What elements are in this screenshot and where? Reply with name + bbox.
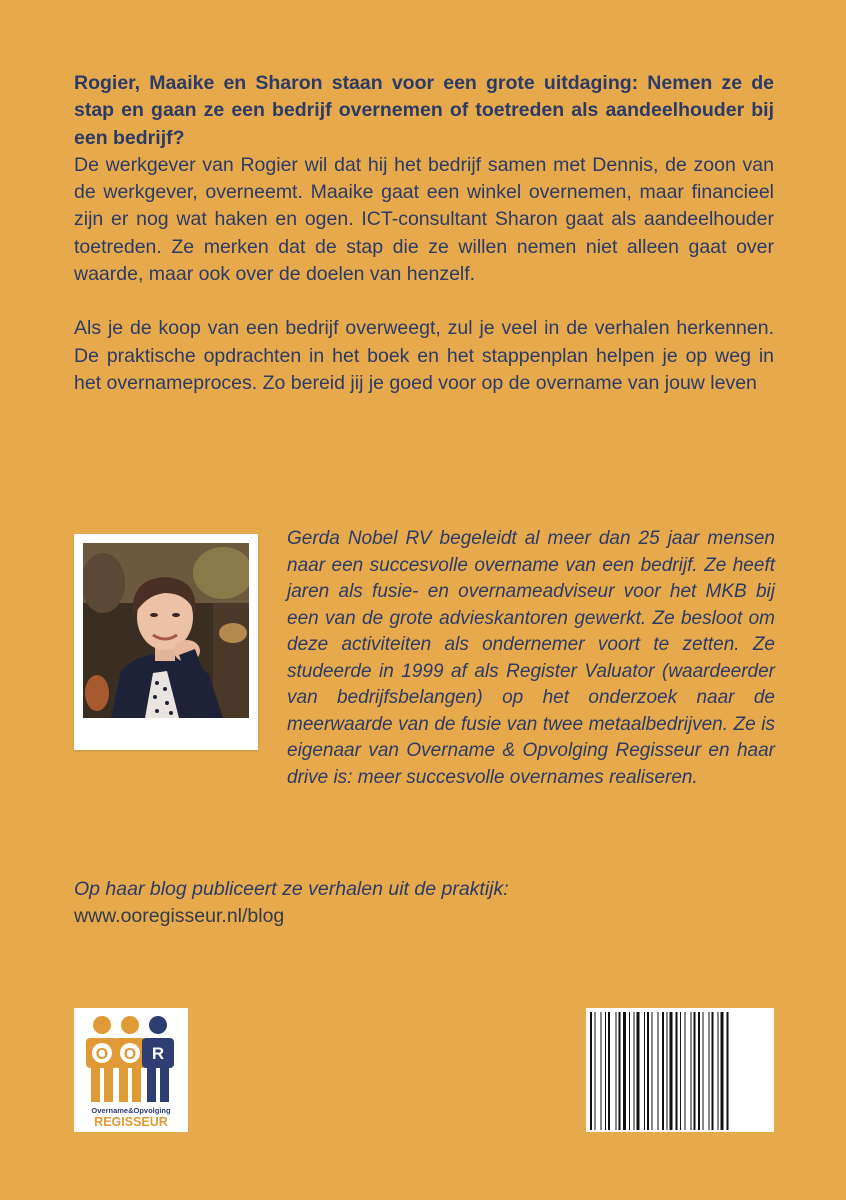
barcode-bar (662, 1012, 664, 1130)
svg-text:R: R (151, 1044, 165, 1063)
back-cover-text (74, 70, 774, 397)
barcode-bar (619, 1012, 621, 1130)
barcode-bar (709, 1012, 710, 1130)
barcode (586, 1008, 774, 1132)
svg-text:REGISSEUR: REGISSEUR (94, 1115, 168, 1129)
author-photo (74, 534, 258, 750)
blog-info (74, 876, 774, 930)
svg-text:Overname&Opvolging: Overname&Opvolging (91, 1106, 171, 1115)
intro-lead: Rogier, Maaike en Sharon staan voor een grote uitdaging: Nemen ze de stap en gaan ze een bedrijf overnemen of toetreden als aandeelhouder bij een bedrijf? (74, 72, 774, 149)
barcode-bar (608, 1012, 610, 1130)
barcode-bar (667, 1012, 668, 1130)
barcode-bar (637, 1012, 640, 1130)
barcode-bar (623, 1012, 626, 1130)
barcode-bar (698, 1012, 700, 1130)
barcode-bar (718, 1012, 719, 1130)
barcode-bar (647, 1012, 649, 1130)
barcode-bar (703, 1012, 704, 1130)
barcode-bar (676, 1012, 678, 1130)
barcode-bar (680, 1012, 681, 1130)
barcode-bar (652, 1012, 653, 1130)
barcode-bar (685, 1012, 686, 1130)
blog-label: Op haar blog publiceert ze verhalen uit de praktijk: (74, 878, 509, 900)
blog-url-link[interactable]: www.ooregisseur.nl/blog (74, 905, 285, 927)
barcode-bar (721, 1012, 724, 1130)
svg-text:O: O (123, 1046, 137, 1063)
author-portrait (83, 543, 249, 718)
intro-paragraph-1: De werkgever van Rogier wil dat hij het bedrijf samen met Dennis, de zoon van de werkgever, overneemt. Maaike gaat een winkel overnemen, maar financieel zijn er nog wat haken en ogen. ICT-consultant Sharon gaat als aandeelhouder toetreden. Ze merken dat de stap die ze willen nemen niet alleen gaat over waarde, maar ook over de doelen van henzelf. (74, 153, 774, 286)
barcode-bar (670, 1012, 673, 1130)
barcode-bar (644, 1012, 645, 1130)
oor-logo (74, 1008, 188, 1132)
barcode-bar (727, 1012, 729, 1130)
barcode-bar (691, 1012, 692, 1130)
barcode-bar (601, 1012, 602, 1130)
barcode-bar (712, 1012, 714, 1130)
intro-paragraph-2: Als je de koop van een bedrijf overweegt, zul je veel in de verhalen herkennen. De praktische opdrachten in het boek en het stappenplan helpen je op weg in het overnameproces. Zo bereid jij je goed voor op de overname van jouw leven (74, 317, 774, 394)
barcode-bar (658, 1012, 659, 1130)
barcode-bar (694, 1012, 696, 1130)
spacer (74, 288, 774, 315)
barcode-bar (634, 1012, 635, 1130)
barcode-bar (616, 1012, 617, 1130)
svg-text:O: O (95, 1046, 109, 1063)
barcode-bar (629, 1012, 630, 1130)
author-bio: Gerda Nobel RV begeleidt al meer dan 25 jaar mensen naar een succesvolle overname van een bedrijf. Ze heeft jaren als fusie- en overnameadviseur voor het MKB bij een van de grote advieskantoren gewerkt. Ze besloot om deze activiteiten als ondernemer voort te zetten. Ze studeerde in 1999 af als Register Valuator (waardeerder van bedrijfsbelangen) op het onderzoek naar de meerwaarde van de fusie van twee metaalbedrijven. Ze is eigenaar van Overname & Opvolging Regisseur en haar drive is: meer succesvolle overnames realiseren. (287, 528, 775, 788)
barcode-bar (595, 1012, 596, 1130)
barcode-bar (590, 1012, 592, 1130)
barcode-bar (605, 1012, 606, 1130)
